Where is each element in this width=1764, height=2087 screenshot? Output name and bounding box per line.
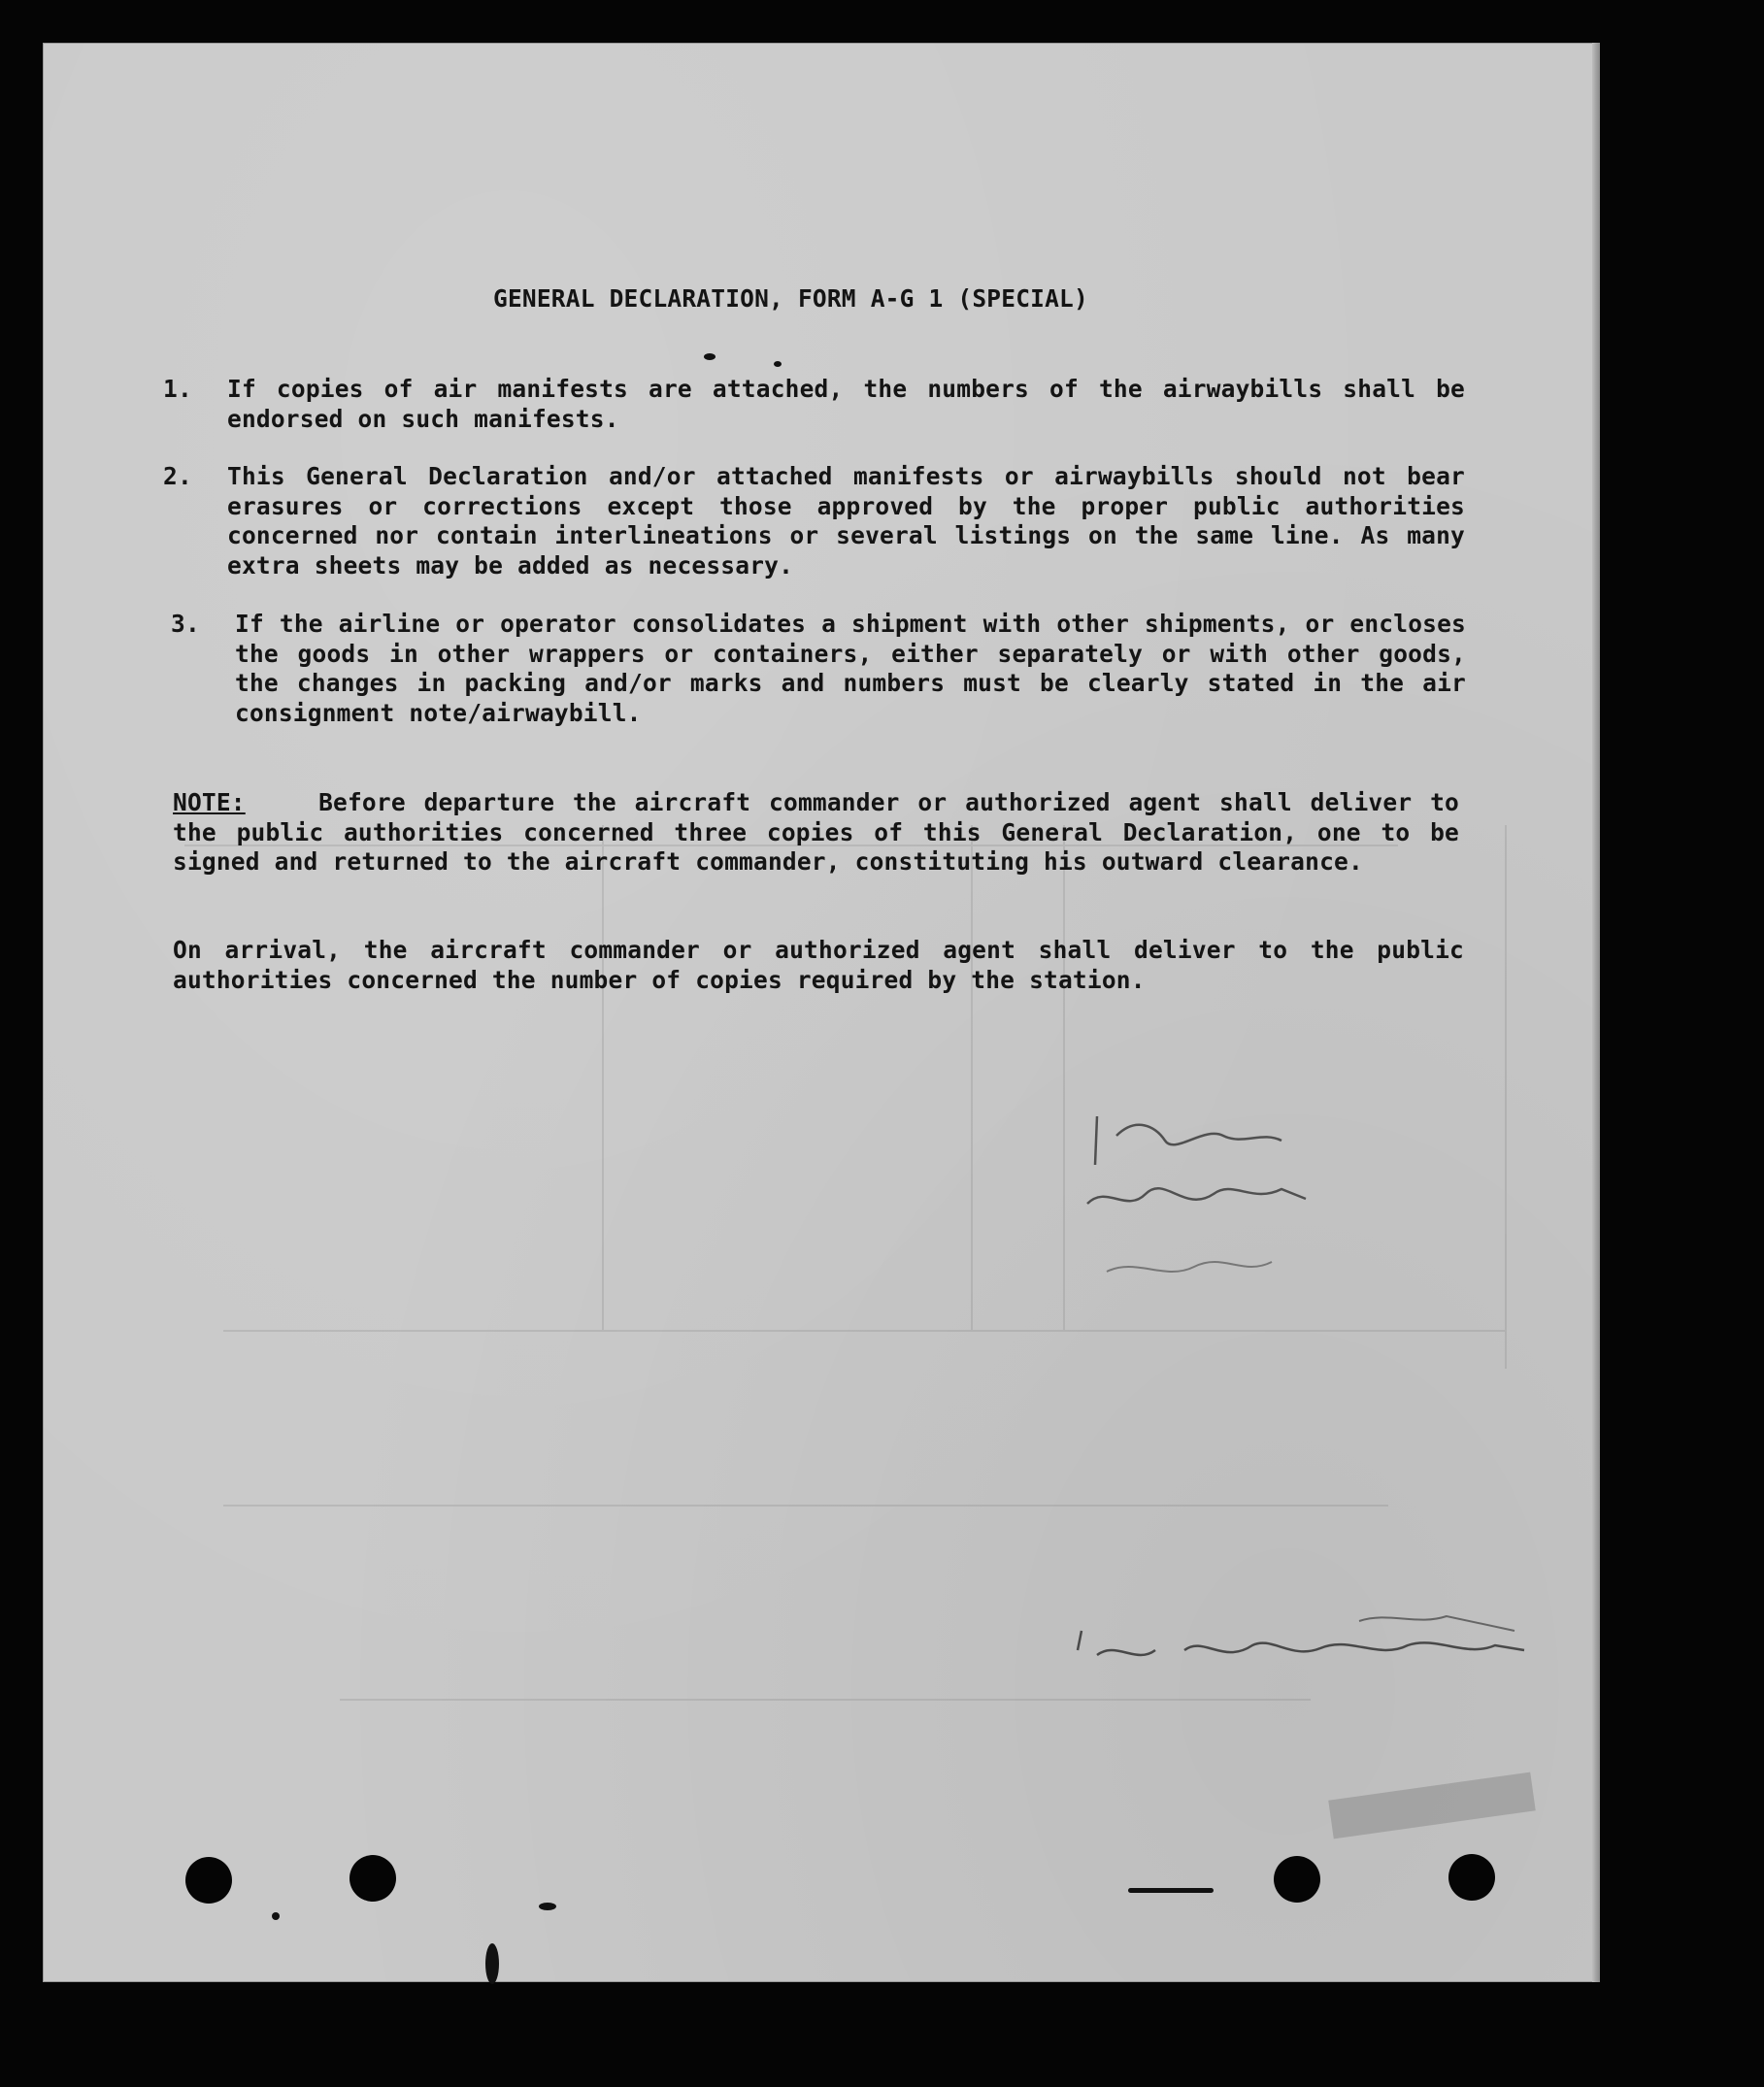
item-number: 3. — [171, 610, 200, 638]
punch-hole — [1448, 1854, 1495, 1901]
ink-speck — [704, 353, 716, 360]
paper-edge — [1592, 43, 1600, 1982]
ink-speck — [272, 1912, 280, 1920]
ink-speck — [774, 361, 782, 367]
item-text: This General Declaration and/or attached manifests or airwaybills should not bear erasures or corrections except those approved by the proper public authorities concerned nor contain interlineations or several listings on the same line. As many extra sheets may be added as necessary. — [227, 462, 1465, 580]
punch-hole — [185, 1857, 232, 1904]
item-number: 2. — [163, 462, 192, 490]
ink-speck — [539, 1903, 556, 1910]
note-paragraph — [173, 788, 1459, 878]
note-label: NOTE: — [173, 788, 246, 816]
form-title: GENERAL DECLARATION, FORM A-G 1 (SPECIAL) — [493, 284, 1088, 313]
handwritten-annotation — [1078, 1097, 1330, 1301]
ink-speck — [485, 1943, 499, 1984]
item-text: If the airline or operator consolidates a shipment with other shipments, or encloses the goods in other wrappers or containers, either separately or with other goods, the changes in packing and/or marks and numbers must be clearly stated in the air consignment note/airwaybill. — [235, 610, 1466, 727]
item-number: 1. — [163, 375, 192, 403]
handwritten-note-bottom — [1068, 1611, 1573, 1689]
arrival-paragraph: On arrival, the aircraft commander or authorized agent shall deliver to the public authorities concerned the number of copies required by the station. — [173, 936, 1464, 994]
punch-hole — [349, 1855, 396, 1902]
punch-hole — [1274, 1856, 1320, 1903]
ink-speck — [1128, 1888, 1214, 1893]
note-text: Before departure the aircraft commander or authorized agent shall deliver to the public authorities concerned three copies of this General Declaration, one to be signed and returned to the aircraft commander, constituting his outward clearance. — [173, 788, 1459, 876]
item-text: If copies of air manifests are attached, the numbers of the airwaybills shall be endorsed on such manifests. — [227, 375, 1465, 433]
